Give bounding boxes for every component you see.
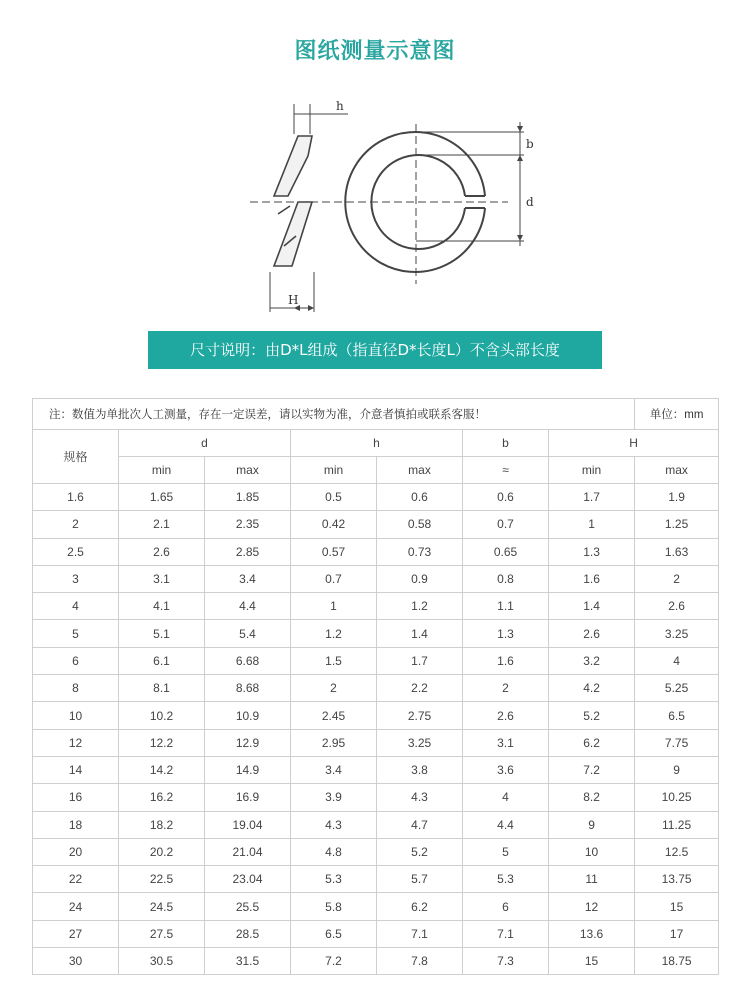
table-row (33, 675, 719, 702)
table-cell: 4 (463, 784, 549, 811)
table-cell: 6 (33, 647, 119, 674)
table-cell: 9 (635, 756, 719, 783)
table-cell: 12 (33, 729, 119, 756)
table-cell: 3.8 (377, 756, 463, 783)
washer-side-view (274, 136, 312, 266)
table-cell: 7.2 (549, 756, 635, 783)
table-cell: 22.5 (119, 866, 205, 893)
group-h-header: h (291, 430, 463, 457)
table-cell: 5 (33, 620, 119, 647)
table-cell: 4.7 (377, 811, 463, 838)
table-cell: 2.1 (119, 511, 205, 538)
table-cell: 0.7 (463, 511, 549, 538)
table-cell: 10 (33, 702, 119, 729)
table-cell: 7.1 (377, 920, 463, 947)
table-cell: 3.1 (463, 729, 549, 756)
table-cell: 1.5 (291, 647, 377, 674)
subheader-cell: min (291, 457, 377, 484)
table-cell: 2.2 (377, 675, 463, 702)
spec-table (32, 398, 719, 975)
note-row (33, 399, 719, 430)
table-cell: 1.6 (33, 484, 119, 511)
table-cell: 2.35 (205, 511, 291, 538)
table-cell: 3 (33, 565, 119, 592)
table-cell: 31.5 (205, 948, 291, 975)
table-cell: 1.6 (463, 647, 549, 674)
table-cell: 3.1 (119, 565, 205, 592)
table-cell: 2 (291, 675, 377, 702)
table-cell: 5.3 (463, 866, 549, 893)
table-cell: 10 (549, 838, 635, 865)
table-cell: 21.04 (205, 838, 291, 865)
table-cell: 0.9 (377, 565, 463, 592)
table-cell: 2.45 (291, 702, 377, 729)
table-cell: 5.3 (291, 866, 377, 893)
table-cell: 11 (549, 866, 635, 893)
table-cell: 2.6 (119, 538, 205, 565)
table-cell: 3.6 (463, 756, 549, 783)
table-cell: 15 (549, 948, 635, 975)
table-cell: 6 (463, 893, 549, 920)
table-cell: 5.1 (119, 620, 205, 647)
table-cell: 4.4 (463, 811, 549, 838)
table-cell: 1.3 (463, 620, 549, 647)
table-cell: 2 (463, 675, 549, 702)
table-cell: 1.4 (549, 593, 635, 620)
table-row (33, 811, 719, 838)
table-cell: 7.3 (463, 948, 549, 975)
table-cell: 12.9 (205, 729, 291, 756)
table-cell: 15 (635, 893, 719, 920)
table-cell: 14.9 (205, 756, 291, 783)
dim-h-label: h (336, 99, 344, 113)
table-cell: 23.04 (205, 866, 291, 893)
table-cell: 4.4 (205, 593, 291, 620)
table-cell: 27.5 (119, 920, 205, 947)
table-row (33, 784, 719, 811)
table-cell: 2.6 (549, 620, 635, 647)
table-cell: 18 (33, 811, 119, 838)
table-cell: 5.7 (377, 866, 463, 893)
table-cell: 1.2 (291, 620, 377, 647)
table-cell: 0.42 (291, 511, 377, 538)
table-row (33, 893, 719, 920)
table-cell: 12.2 (119, 729, 205, 756)
spec-header: 规格 (33, 430, 119, 484)
note-text: 注：数值为单批次人工测量，存在一定误差，请以实物为准，介意者慎拍或联系客服！ (33, 399, 635, 430)
table-row (33, 756, 719, 783)
table-row (33, 538, 719, 565)
washer-front-view (345, 132, 485, 272)
table-cell: 7.8 (377, 948, 463, 975)
table-cell: 0.58 (377, 511, 463, 538)
table-cell: 10.9 (205, 702, 291, 729)
table-cell: 1.1 (463, 593, 549, 620)
table-cell: 7.75 (635, 729, 719, 756)
table-cell: 20.2 (119, 838, 205, 865)
unit-label: 单位：mm (635, 399, 719, 430)
table-cell: 30.5 (119, 948, 205, 975)
group-d-header: d (119, 430, 291, 457)
subheader-cell: min (119, 457, 205, 484)
table-cell: 6.2 (377, 893, 463, 920)
table-cell: 4.1 (119, 593, 205, 620)
table-cell: 6.68 (205, 647, 291, 674)
table-cell: 7.1 (463, 920, 549, 947)
table-cell: 1.7 (377, 647, 463, 674)
table-cell: 1.63 (635, 538, 719, 565)
table-cell: 16 (33, 784, 119, 811)
table-row (33, 565, 719, 592)
table-cell: 2.85 (205, 538, 291, 565)
table-cell: 1.25 (635, 511, 719, 538)
table-cell: 3.25 (377, 729, 463, 756)
table-cell: 10.2 (119, 702, 205, 729)
table-cell: 1.4 (377, 620, 463, 647)
table-cell: 3.4 (205, 565, 291, 592)
table-cell: 12.5 (635, 838, 719, 865)
table-cell: 19.04 (205, 811, 291, 838)
table-cell: 14 (33, 756, 119, 783)
table-cell: 0.6 (463, 484, 549, 511)
table-cell: 6.1 (119, 647, 205, 674)
table-cell: 4.3 (291, 811, 377, 838)
table-cell: 12 (549, 893, 635, 920)
table-row (33, 620, 719, 647)
table-cell: 25.5 (205, 893, 291, 920)
table-cell: 5.25 (635, 675, 719, 702)
page-title: 图纸测量示意图 (294, 39, 456, 64)
group-H-header: H (549, 430, 719, 457)
table-cell: 28.5 (205, 920, 291, 947)
table-cell: 30 (33, 948, 119, 975)
table-row (33, 593, 719, 620)
table-cell: 16.9 (205, 784, 291, 811)
table-cell: 1.6 (549, 565, 635, 592)
table-cell: 22 (33, 866, 119, 893)
table-cell: 17 (635, 920, 719, 947)
table-cell: 4.3 (377, 784, 463, 811)
table-cell: 0.57 (291, 538, 377, 565)
table-row (33, 920, 719, 947)
table-cell: 8.1 (119, 675, 205, 702)
table-cell: 4 (635, 647, 719, 674)
table-cell: 24.5 (119, 893, 205, 920)
table-cell: 1 (549, 511, 635, 538)
subheader-cell: max (205, 457, 291, 484)
spring-washer-diagram (240, 96, 540, 324)
table-cell: 13.75 (635, 866, 719, 893)
table-cell: 8 (33, 675, 119, 702)
table-cell: 9 (549, 811, 635, 838)
table-cell: 14.2 (119, 756, 205, 783)
table-cell: 6.5 (635, 702, 719, 729)
size-description-banner: 尺寸说明：由D*L组成（指直径D*长度L）不含头部长度 (148, 331, 602, 369)
table-cell: 5 (463, 838, 549, 865)
table-cell: 0.73 (377, 538, 463, 565)
table-cell: 6.5 (291, 920, 377, 947)
table-cell: 2 (635, 565, 719, 592)
table-cell: 8.68 (205, 675, 291, 702)
table-row (33, 948, 719, 975)
table-row (33, 838, 719, 865)
table-cell: 3.4 (291, 756, 377, 783)
spec-table-body (33, 484, 719, 975)
table-cell: 0.5 (291, 484, 377, 511)
table-cell: 8.2 (549, 784, 635, 811)
table-cell: 13.6 (549, 920, 635, 947)
table-cell: 2.6 (463, 702, 549, 729)
table-cell: 3.25 (635, 620, 719, 647)
table-cell: 4 (33, 593, 119, 620)
subheader-cell: min (549, 457, 635, 484)
dim-d-label: d (526, 195, 534, 209)
table-cell: 1 (291, 593, 377, 620)
table-row (33, 702, 719, 729)
table-cell: 0.65 (463, 538, 549, 565)
table-cell: 18.75 (635, 948, 719, 975)
table-cell: 3.2 (549, 647, 635, 674)
group-b-header: b (463, 430, 549, 457)
table-cell: 11.25 (635, 811, 719, 838)
table-cell: 27 (33, 920, 119, 947)
table-cell: 5.8 (291, 893, 377, 920)
table-cell: 4.8 (291, 838, 377, 865)
dim-b-label: b (526, 137, 534, 151)
header-row (33, 430, 719, 457)
table-cell: 1.7 (549, 484, 635, 511)
table-cell: 0.8 (463, 565, 549, 592)
table-cell: 5.2 (377, 838, 463, 865)
table-row (33, 511, 719, 538)
subheader-cell: max (377, 457, 463, 484)
table-row (33, 484, 719, 511)
table-cell: 2 (33, 511, 119, 538)
table-cell: 5.2 (549, 702, 635, 729)
table-cell: 2.95 (291, 729, 377, 756)
table-cell: 20 (33, 838, 119, 865)
table-cell: 4.2 (549, 675, 635, 702)
subheader-cell: ≈ (463, 457, 549, 484)
table-cell: 2.75 (377, 702, 463, 729)
table-cell: 1.9 (635, 484, 719, 511)
table-row (33, 866, 719, 893)
table-cell: 10.25 (635, 784, 719, 811)
table-cell: 24 (33, 893, 119, 920)
table-cell: 7.2 (291, 948, 377, 975)
table-cell: 2.6 (635, 593, 719, 620)
table-cell: 16.2 (119, 784, 205, 811)
subheader-cell: max (635, 457, 719, 484)
subheader-row (33, 457, 719, 484)
dim-H-label: H (288, 293, 299, 307)
table-cell: 1.2 (377, 593, 463, 620)
table-cell: 1.3 (549, 538, 635, 565)
table-cell: 18.2 (119, 811, 205, 838)
table-row (33, 647, 719, 674)
table-cell: 1.65 (119, 484, 205, 511)
table-cell: 2.5 (33, 538, 119, 565)
table-cell: 1.85 (205, 484, 291, 511)
table-cell: 5.4 (205, 620, 291, 647)
table-row (33, 729, 719, 756)
table-cell: 0.7 (291, 565, 377, 592)
table-cell: 0.6 (377, 484, 463, 511)
table-cell: 6.2 (549, 729, 635, 756)
table-cell: 3.9 (291, 784, 377, 811)
